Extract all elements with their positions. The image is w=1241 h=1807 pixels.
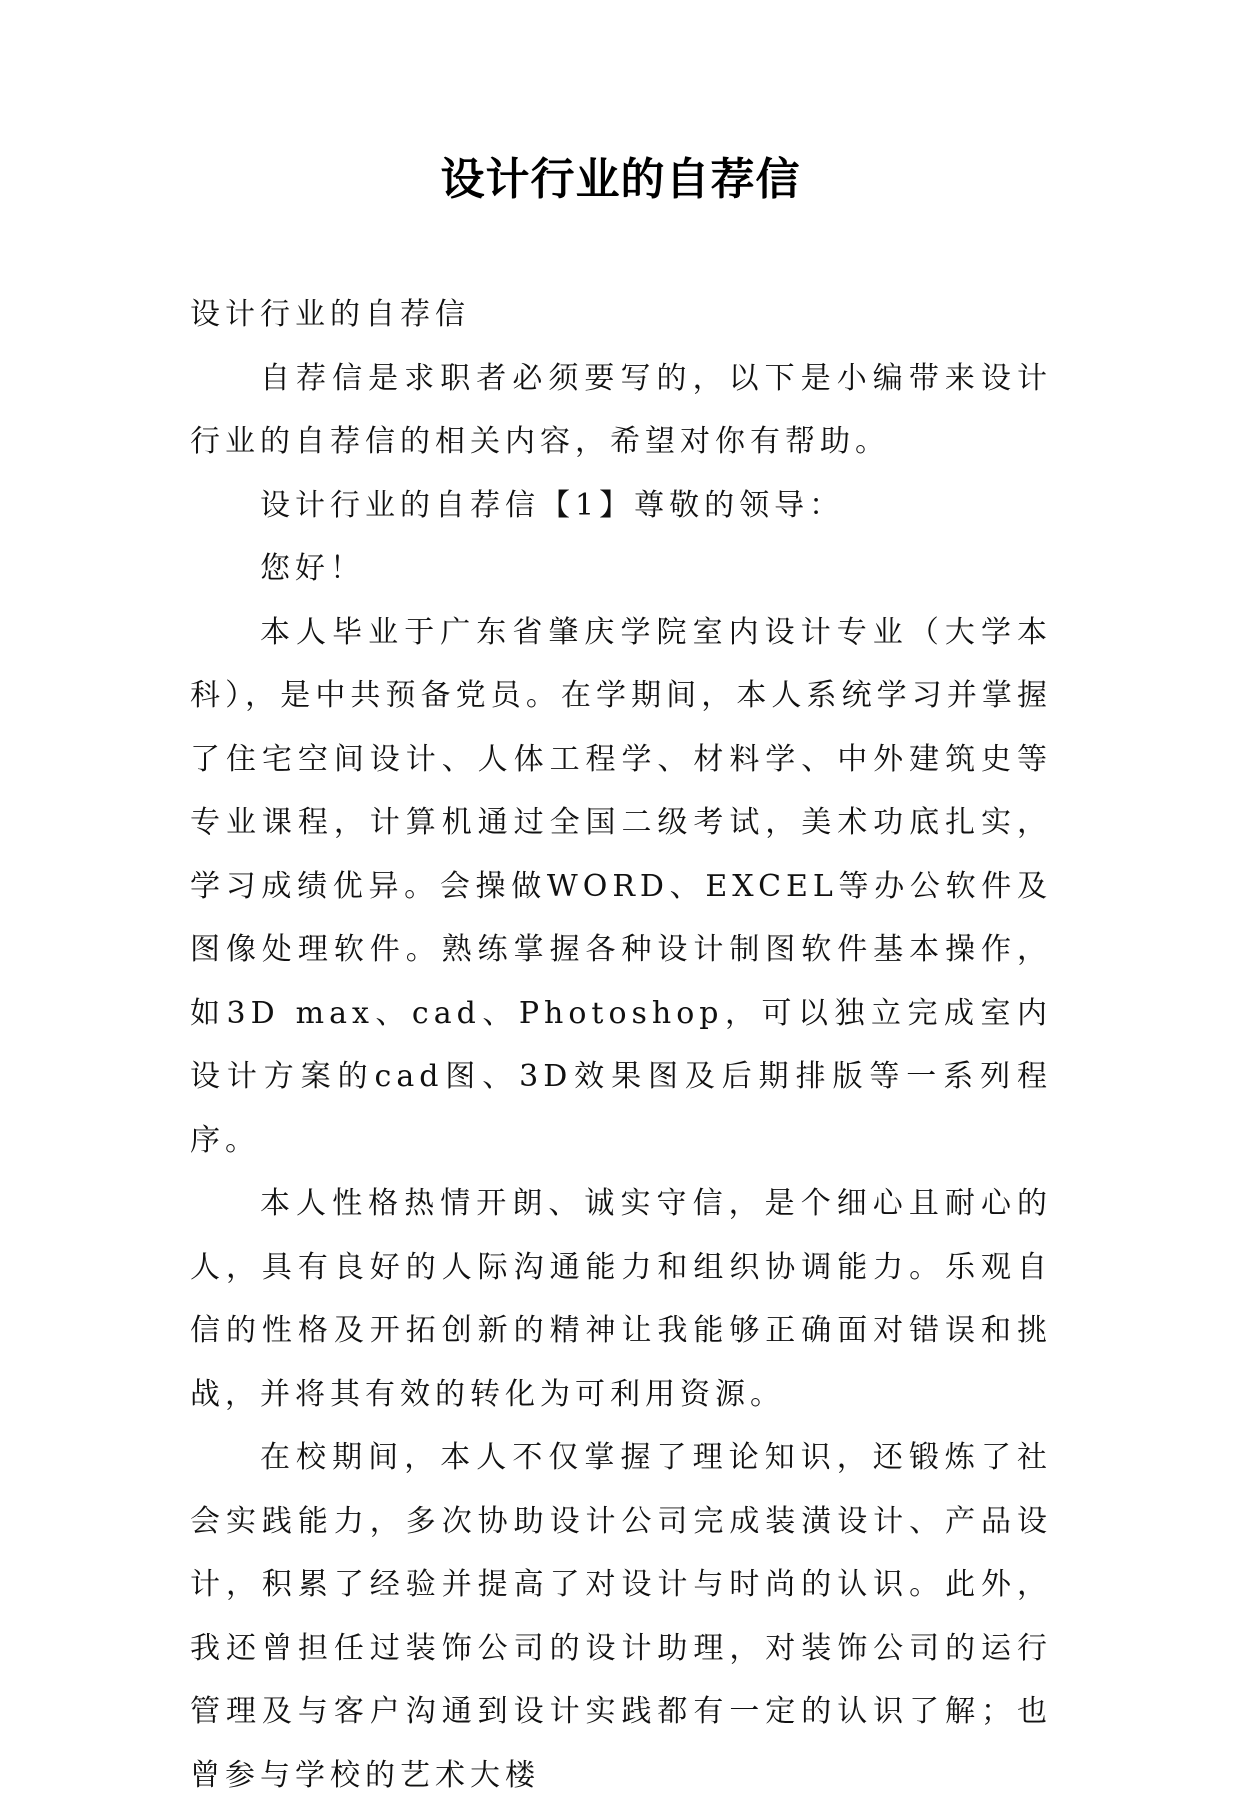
paragraph-personality: 本人性格热情开朗、诚实守信，是个细心且耐心的人，具有良好的人际沟通能力和组织协调能力。乐观自信的性格及开拓创新的精神让我能够正确面对错误和挑战，并将其有效的转化为可利用资源。 <box>190 1186 1052 1412</box>
paragraph-heading: 设计行业的自荐信 <box>190 297 470 332</box>
paragraph-education: 本人毕业于广东省肇庆学院室内设计专业（大学本科），是中共预备党员。在学期间，本人系统学习并掌握了住宅空间设计、人体工程学、材料学、中外建筑史等专业课程，计算机通过全国二级考试，美术功底扎实，学习成绩优异。会操做WORD、EXCEL等办公软件及图像处理软件。熟练掌握各种设计制图软件基本操作，如3D max、cad、Photoshop，可以独立完成室内设计方案的cad图、3D效果图及后期排版等一系列程序。 <box>190 614 1052 1158</box>
paragraph-greeting: 您好！ <box>260 551 365 586</box>
paragraph-intro: 自荐信是求职者必须要写的，以下是小编带来设计行业的自荐信的相关内容，希望对你有帮助。 <box>190 360 1052 459</box>
paragraph-salutation: 设计行业的自荐信【1】尊敬的领导： <box>260 487 845 523</box>
document-body <box>190 283 1052 1807</box>
document-title: 设计行业的自荐信 <box>440 154 801 205</box>
paragraph-experience: 在校期间，本人不仅掌握了理论知识，还锻炼了社会实践能力，多次协助设计公司完成装潢设计、产品设计，积累了经验并提高了对设计与时尚的认识。此外，我还曾担任过装饰公司的设计助理，对装饰公司的运行管理及与客户沟通到设计实践都有一定的认识了解；也曾参与学校的艺术大楼 <box>190 1440 1052 1793</box>
